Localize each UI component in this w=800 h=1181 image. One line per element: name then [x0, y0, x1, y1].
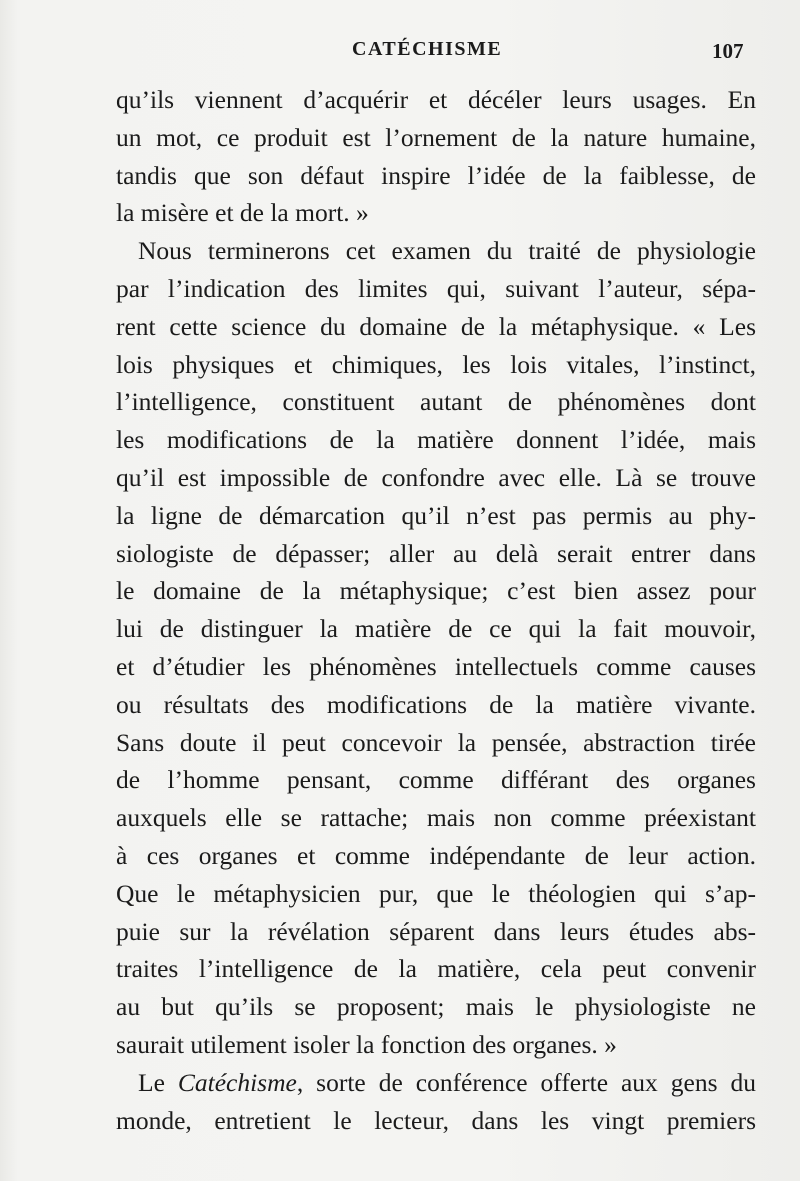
- text-line: saurait utilement isoler la fonction des organes. »: [116, 1029, 617, 1059]
- text-line: Sans doute il peut concevoir la pensée, abstraction tirée: [116, 727, 756, 757]
- book-title: Catéchisme: [177, 1067, 297, 1097]
- text-line: ou résultats des modifications de la matière vivante.: [116, 689, 756, 719]
- text-line: qu’il est impossible de confondre avec elle. Là se trouve: [116, 462, 756, 492]
- text-line: traites l’intelligence de la matière, cela peut convenir: [116, 954, 756, 984]
- page-header: [0, 38, 800, 68]
- text-fragment: , sorte de conférence offerte aux gens du: [296, 1067, 756, 1097]
- page-number: 107: [712, 39, 744, 63]
- text-line: au but qu’ils se proposent; mais le physiologiste ne: [116, 992, 756, 1022]
- body-text: [116, 81, 756, 1139]
- text-line: le domaine de la métaphysique; c’est bien assez pour: [116, 576, 756, 606]
- text-line: la misère et de la mort. »: [116, 198, 369, 228]
- text-line: auxquels elle se rattache; mais non comme préexistant: [116, 803, 756, 833]
- text-line: l’intelligence, constituent autant de phénomènes dont: [116, 387, 756, 417]
- text-line-with-title: [116, 1064, 756, 1102]
- text-line: siologiste de dépasser; aller au delà serait entrer dans: [116, 538, 756, 568]
- text-line: et d’étudier les phénomènes intellectuels comme causes: [116, 651, 756, 681]
- running-head: CATÉCHISME: [352, 38, 503, 60]
- text-line: lois physiques et chimiques, les lois vitales, l’instinct,: [116, 349, 756, 379]
- text-line: à ces organes et comme indépendante de leur action.: [116, 840, 756, 870]
- text-line: puie sur la révélation séparent dans leurs études abs-: [116, 916, 756, 946]
- text-line: un mot, ce produit est l’ornement de la nature humaine,: [116, 122, 756, 152]
- text-fragment: Le: [138, 1067, 178, 1097]
- text-line: monde, entretient le lecteur, dans les vingt premiers: [116, 1105, 756, 1135]
- text-line: de l’homme pensant, comme différant des organes: [116, 765, 756, 795]
- text-line: tandis que son défaut inspire l’idée de la faiblesse, de: [116, 160, 756, 190]
- text-line: par l’indication des limites qui, suivant l’auteur, sépa-: [116, 273, 756, 303]
- text-line: qu’ils viennent d’acquérir et décéler leurs usages. En: [116, 85, 756, 114]
- text-line: Que le métaphysicien pur, que le théologien qui s’ap-: [116, 878, 756, 908]
- text-line: Nous terminerons cet examen du traité de physiologie: [138, 236, 756, 266]
- text-line: les modifications de la matière donnent l’idée, mais: [116, 425, 756, 455]
- text-line: la ligne de démarcation qu’il n’est pas permis au phy-: [116, 500, 756, 530]
- text-line: lui de distinguer la matière de ce qui la fait mouvoir,: [116, 614, 756, 644]
- text-line: rent cette science du domaine de la métaphysique. « Les: [116, 311, 756, 341]
